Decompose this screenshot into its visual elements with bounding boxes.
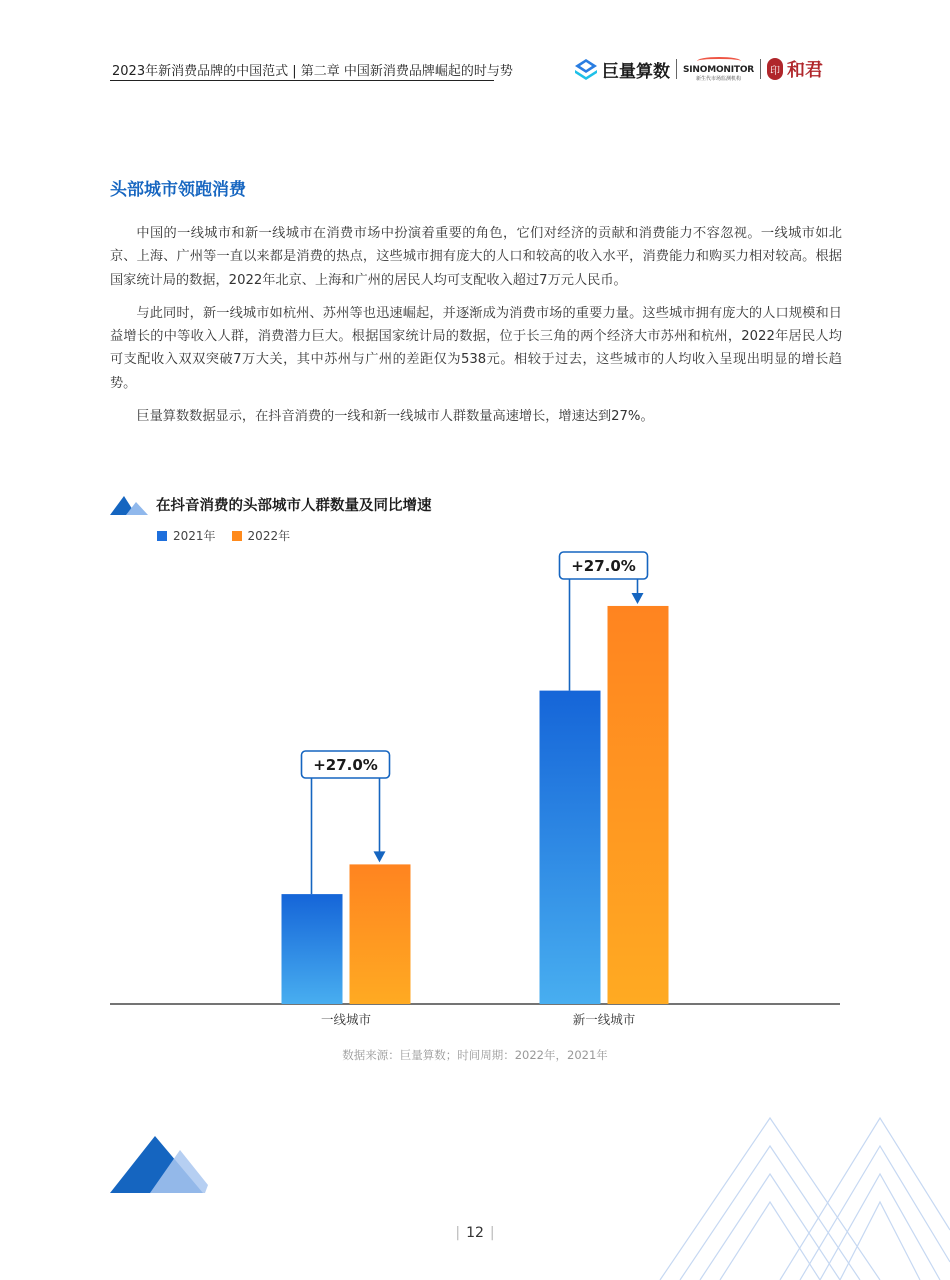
bar-2021年-一线城市	[282, 894, 343, 1004]
paragraph: 中国的一线城市和新一线城市在消费市场中扮演着重要的角色，它们对经济的贡献和消费能力不容忽视。一线城市如北京、上海、广州等一直以来都是消费的热点，这些城市拥有庞大的人口和较高的收入水平，消费能力和购买力相对较高。根据国家统计局的数据，2022年北京、上海和广州的居民人均可支配收入超过7万元人民币。	[110, 226, 842, 288]
chart-title-text: 在抖音消费的头部城市人群数量及同比增速	[156, 497, 432, 514]
x-tick-label: 新一线城市	[572, 1012, 636, 1027]
sinomonitor-logo-subtext: 新生代市场监测机构	[696, 75, 742, 82]
page-number: | 12 |	[455, 1225, 495, 1241]
bar-2022年-新一线城市	[608, 606, 669, 1004]
legend-label-2022: 2022年	[247, 529, 291, 543]
paragraph: 与此同时，新一线城市如杭州、苏州等也迅速崛起，并逐渐成为消费市场的重要力量。这些城市拥有庞大的人口规模和日益增长的中等收入人群，消费潜力巨大。根据国家统计局的数据，位于长三角的两个经济大市苏州和杭州，2022年居民人均可支配收入双双突破7万大关，其中苏州与广州的差距仅为538元。相较于过去，这些城市的人均收入呈现出明显的增长趋势。	[110, 305, 842, 391]
sinomonitor-logo-text: SINOMONITOR	[683, 64, 755, 75]
section-title: 头部城市领跑消费	[110, 180, 246, 200]
juliang-logo-text: 巨量算数	[602, 61, 670, 82]
arrow-down-icon	[632, 593, 644, 604]
hejun-logo-text: 和君	[787, 60, 824, 81]
page-number-text: 12	[466, 1225, 484, 1241]
bar-2022年-一线城市	[350, 864, 411, 1004]
header-title: 2023年新消费品牌的中国范式 | 第二章 中国新消费品牌崛起的时与势	[112, 64, 513, 79]
legend-label-2021: 2021年	[173, 529, 216, 543]
bar-2021年-新一线城市	[540, 691, 601, 1004]
growth-label: +27.0%	[313, 756, 378, 774]
chart-source: 数据来源：巨量算数；时间周期：2022年，2021年	[342, 1048, 608, 1062]
growth-label: +27.0%	[571, 557, 636, 575]
x-tick-label: 一线城市	[320, 1012, 372, 1027]
paragraph: 巨量算数数据显示，在抖音消费的一线和新一线城市人群数量高速增长，增速达到27%。	[136, 409, 654, 425]
hejun-seal-icon: 印	[767, 58, 783, 80]
arrow-down-icon	[374, 851, 386, 862]
